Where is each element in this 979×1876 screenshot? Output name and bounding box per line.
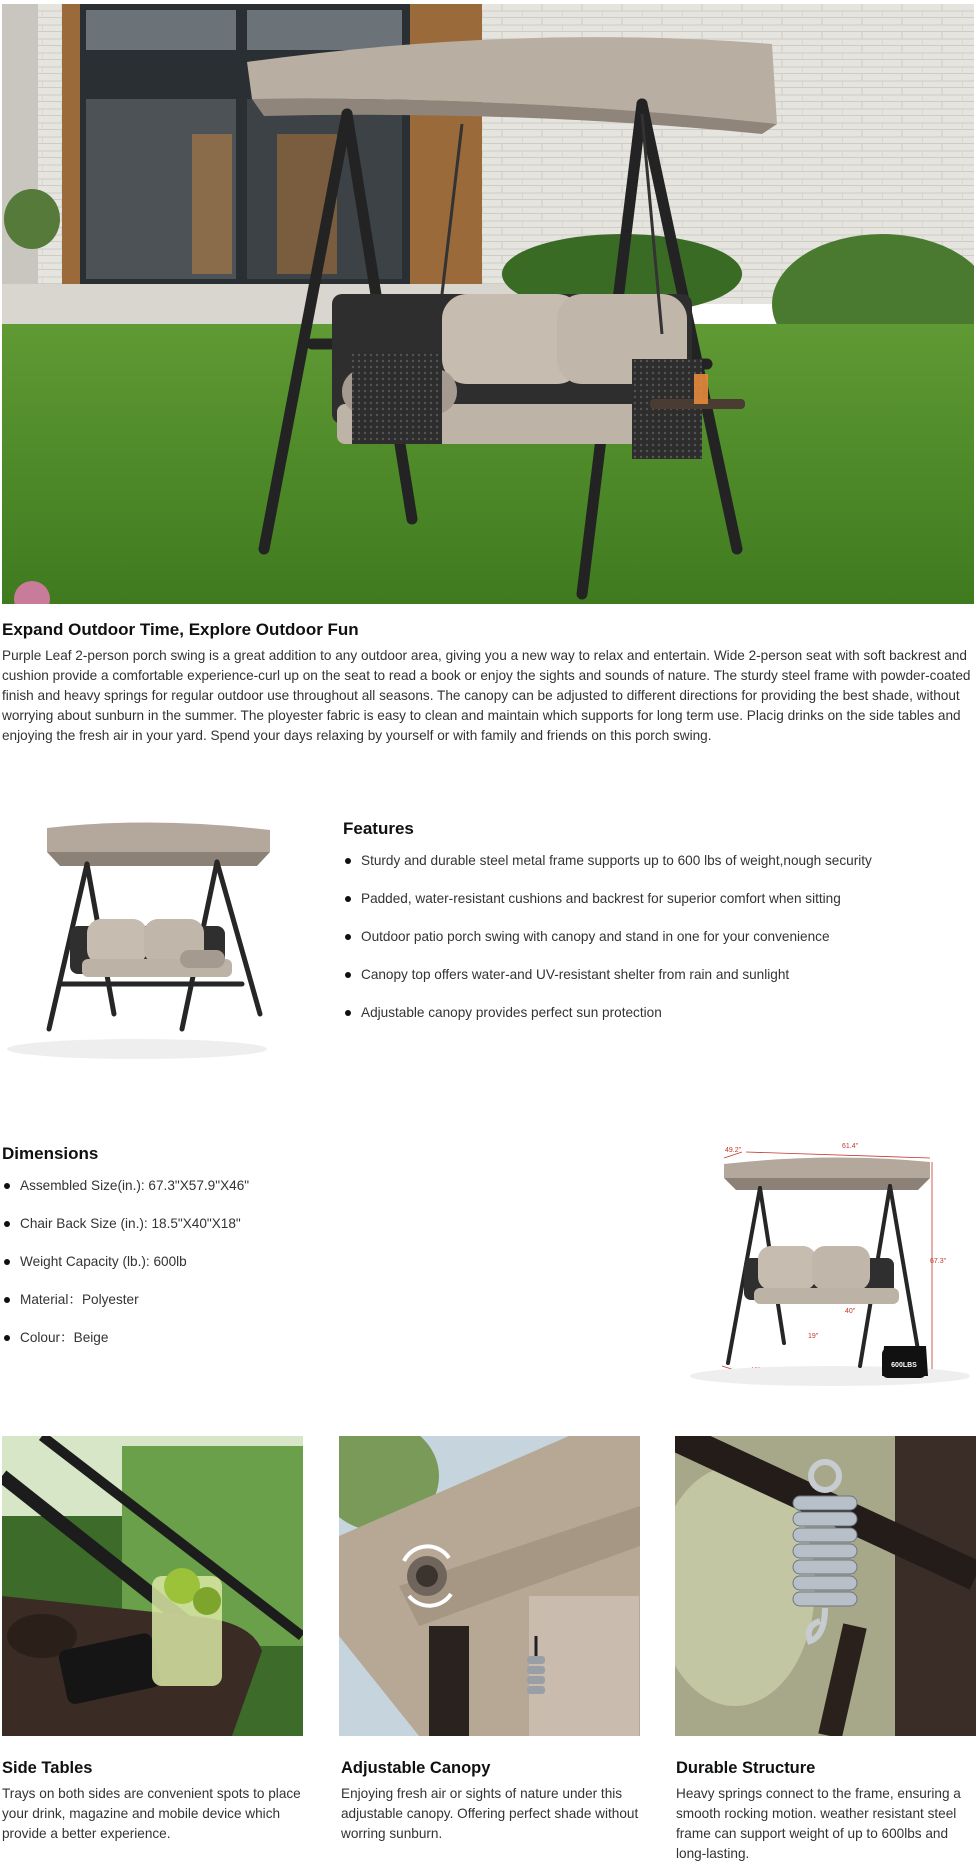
porch-swing-product-shot — [2, 814, 277, 1064]
dim-label-width-top: 61.4" — [842, 1143, 859, 1150]
adjustable-canopy-image — [339, 1436, 640, 1736]
durable-structure-title: Durable Structure — [676, 1759, 816, 1777]
side-table-closeup-photo — [2, 1436, 303, 1736]
dimension-item: Weight Capacity (lb.): 600lb — [2, 1253, 502, 1271]
dim-label-height: 67.3" — [930, 1258, 947, 1265]
dimensions-list — [2, 1177, 502, 1347]
dimension-item: Chair Back Size (in.): 18.5"X40"X18" — [2, 1215, 502, 1233]
features-list — [343, 852, 963, 1022]
dimension-item: Colour：Beige — [2, 1329, 502, 1347]
durable-structure-description: Heavy springs connect to the frame, ensuring a smooth rocking motion. weather resistant steel frame can support weight of up to 600lbs and long-lasting. — [676, 1786, 961, 1861]
canopy-closeup-photo — [339, 1436, 640, 1736]
side-tables-card — [2, 1757, 307, 1844]
dim-label-seat-width: 40" — [845, 1308, 856, 1315]
dimension-diagram-drawing — [680, 1138, 975, 1398]
durable-structure-card — [676, 1757, 977, 1864]
side-tables-description: Trays on both sides are convenient spots to place your drink, magazine and mobile device which provide a better experience. — [2, 1786, 301, 1841]
spring-closeup-photo — [675, 1436, 976, 1736]
dimension-item: Assembled Size(in.): 67.3"X57.9"X46" — [2, 1177, 502, 1195]
weight-badge-label: 600LBS — [891, 1362, 917, 1369]
dimension-diagram — [680, 1138, 975, 1398]
features-section — [343, 818, 963, 1042]
dimensions-section — [2, 1143, 502, 1367]
feature-item: Adjustable canopy provides perfect sun protection — [343, 1004, 963, 1022]
feature-item: Outdoor patio porch swing with canopy and stand in one for your convenience — [343, 928, 963, 946]
feature-item: Canopy top offers water-and UV-resistant shelter from rain and sunlight — [343, 966, 963, 984]
feature-item: Padded, water-resistant cushions and backrest for superior comfort when sitting — [343, 890, 963, 908]
features-title: Features — [343, 819, 414, 838]
dim-label-depth-top: 49.2" — [725, 1147, 742, 1154]
side-tables-title: Side Tables — [2, 1759, 93, 1777]
adjustable-canopy-description: Enjoying fresh air or sights of nature under this adjustable canopy. Offering perfect shade without worring sunburn. — [341, 1786, 639, 1841]
intro-title: Expand Outdoor Time, Explore Outdoor Fun — [2, 620, 359, 639]
dim-label-seat-height: 19" — [808, 1333, 819, 1340]
adjustable-canopy-title: Adjustable Canopy — [341, 1759, 491, 1777]
dimension-item: Material：Polyester — [2, 1291, 502, 1309]
weight-badge-icon — [882, 1346, 928, 1378]
side-tables-image — [2, 1436, 303, 1736]
intro-description: Purple Leaf 2-person porch swing is a great addition to any outdoor area, giving you a new way to relax and entertain. Wide 2-person seat with soft backrest and cushion provide a comfortable experience-curl up on the seat to read a book or enjoy the sights and sounds of nature. The sturdy steel frame with powder-coated finish and heavy springs for regular outdoor use throughout all seasons. The canopy can be adjusted to different directions for providing the best shade, without worrying about sunburn in the summer. The ployester fabric is easy to clean and maintain which supports for long term use. Placig drinks on the side tables and enjoying the fresh air in your yard. Spend your days relaxing by yourself or with family and friends on this porch swing. — [2, 648, 971, 743]
porch-swing-garden-scene — [2, 4, 974, 604]
adjustable-canopy-card — [341, 1757, 646, 1844]
feature-item: Sturdy and durable steel metal frame supports up to 600 lbs of weight,nough security — [343, 852, 963, 870]
features-product-image — [2, 814, 277, 1064]
intro-section — [2, 619, 974, 746]
durable-structure-image — [675, 1436, 976, 1736]
dimensions-title: Dimensions — [2, 1144, 99, 1163]
hero-product-photo — [2, 4, 974, 604]
